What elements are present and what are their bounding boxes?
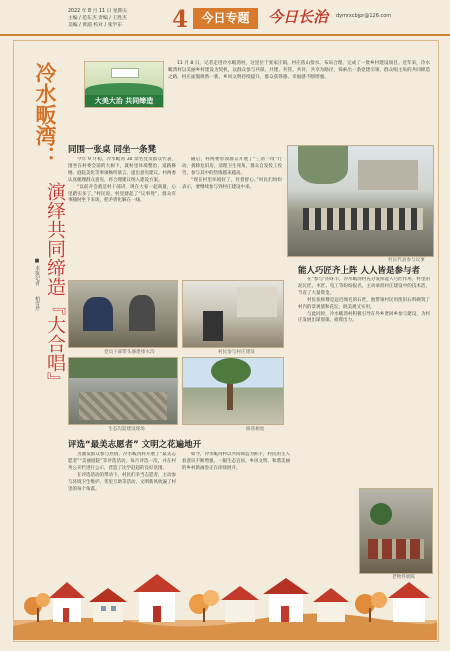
tree-cluster-left: [24, 593, 50, 622]
village-svg: [13, 560, 437, 640]
house-4: [221, 586, 259, 622]
brand-logo: 今日长治: [268, 8, 329, 26]
photo-eco-ditch: [68, 357, 178, 425]
section3-para2: 在评选活动的带动下，村民们争当志愿者，主动参与环境卫生维护、邻里互助等活动，文明新风吹遍了村里的每个角落。: [68, 472, 176, 492]
section2-title: 能人巧匠齐上阵 人人皆是参与者: [298, 266, 420, 276]
section3-title: 评选“最美志愿者” 文明之花遍地开: [68, 440, 202, 450]
photo-house: [237, 287, 277, 317]
lead-paragraph: 11 月 8 日，记者走进冷水畈湾村，这里位于张家庄镇，村庄依山傍水、布局合理，完成了一批乡村建设项目。近年来，冷水畈湾村以美丽乡村建设为契机，以群众参与共谋、共建、共管、共评、共享为路径，探索出一条党建引领、群众唱主角的共同缔造之路，村庄面貌焕然一新，乡风文明持续提升，群众获得感、幸福感不断增强。: [168, 61, 430, 81]
section1-col2: [182, 157, 282, 275]
section1-para2: “以前开会就是村干部讲，现在大家一起商量，心里踏实多了。”村民说。村里建起了“议事凳”，群众有事随时坐下来谈，把矛盾化解在一线。: [68, 184, 176, 204]
photo-villagers-meeting: [287, 145, 434, 257]
photo-pots: [368, 539, 424, 559]
section1-para3: 随后，村两委带领群众开展了“三清一改”行动，拆除危旧房，清理卫生死角，群众自发投工投劳，参与其中的热情越来越高。: [182, 157, 282, 176]
section3-para3: 如今，冷水畈湾村以共同缔造为抓手，村民的主人翁意识不断增强，一幅生态宜居、乡风文明、和谐美丽的乡村新画卷正在徐徐展开。: [182, 452, 290, 471]
main-title-part1: 冷水畈湾：: [33, 62, 58, 167]
meta-date: 2022 年 8 月 11 日 星期五: [68, 9, 128, 14]
banner-caption: 大美大治 共同缔造: [85, 95, 163, 107]
house-5: [263, 578, 309, 622]
photo-tree: [298, 146, 348, 184]
section2-para1: 在“参与”的环节，冷水畈湾村充分发挥能人巧匠作用，村里的泥瓦匠、木匠、电工等纷纷报名，主动承担村庄建设中的技术活，节省了大量资金。: [298, 277, 430, 296]
section1-para4: “现在村里环境好了，住着舒心。”村民们纷纷表示，要继续参与到村庄建设中来。: [182, 177, 282, 190]
section-tag: 今日专题: [193, 8, 258, 29]
meta-editors: 主编 / 范东杰 责编 / 王胜杰: [68, 16, 127, 21]
caption-old-objects: 老物件展陈: [392, 575, 415, 580]
section1-para1: 今年 9 月初，冷水畈湾 30 余名党员群众代表，围坐在村委会前的大树下，就村里环境整治、道路修缮、庭院美化等事项畅所欲言，提出意见建议。村两委认真梳理群众意见，将合理建议纳入建设方案。: [68, 157, 176, 183]
section3-col1: [68, 452, 176, 562]
caption-tree-pit: 修葺树池: [246, 427, 265, 432]
photo-villagers-building: [182, 280, 284, 348]
village-illustration: [13, 560, 437, 640]
masthead-meta: [68, 8, 178, 29]
photo-building: [358, 160, 418, 190]
caption-eco-ditch: 生态沟渠建设现场: [108, 427, 145, 432]
banner-image: [84, 61, 164, 108]
house-7: [388, 582, 430, 622]
section1-title: 同围一张桌 同坐一条凳: [68, 145, 156, 155]
house-6: [313, 588, 349, 622]
house-3: [133, 574, 181, 622]
photo-drain-building: [68, 280, 178, 348]
caption-villagers-meeting: 村民代表参与议事: [388, 258, 425, 263]
caption-drain-building: 党员干部带头修建排水沟: [104, 350, 155, 355]
section2-para2: 村民张师傅是远近闻名的石匠，他带领村民用废旧石料砌筑了村内的景观墙和花坛，既美观又实用。: [298, 297, 430, 310]
section3-para1: 为激发群众参与热情，冷水畈湾村开展了“最美志愿者”“美丽庭院”等评选活动，每月评选一次，并在村务公开栏进行公示，营造了比学赶超的良好氛围。: [68, 452, 176, 471]
page-number: 4: [172, 6, 189, 33]
house-1: [49, 582, 85, 622]
photo-villager: [203, 311, 223, 341]
byline-name: 柏雪芹: [34, 296, 40, 311]
caption-villagers-building: 村民参与村庄建设: [218, 350, 255, 355]
photo-tree-crown: [211, 358, 251, 384]
main-title-part2: 演绎共同缔造『大合唱』: [44, 182, 66, 391]
section1-col1: [68, 157, 176, 275]
house-2: [89, 588, 127, 622]
masthead: [0, 0, 450, 36]
meta-proof: 美编 / 黄浦 校对 / 张学东: [68, 23, 123, 28]
photo-ditch-trees: [69, 358, 177, 378]
tree-cluster-mid: [189, 590, 219, 622]
photo-workers: [83, 297, 113, 331]
photo-tree-pit: [182, 357, 284, 425]
section2-col: [298, 277, 430, 482]
photo-ditch-stones: [79, 392, 167, 420]
banner-building: [111, 68, 139, 78]
section2-para3: 与此同时，冷水畈湾村积极引导在外乡贤回乡参与建设，为村庄发展出谋划策、捐资出力。: [298, 311, 430, 324]
photo-worker2: [129, 295, 155, 331]
byline-label: ■ 本报记者: [34, 258, 40, 286]
section3-col3: [298, 488, 354, 562]
section3-col2: [182, 452, 290, 562]
photo-people: [303, 208, 423, 230]
photo-bonsai: [370, 503, 392, 525]
contact-email: dymrxcbjpr@126.com: [336, 13, 392, 19]
